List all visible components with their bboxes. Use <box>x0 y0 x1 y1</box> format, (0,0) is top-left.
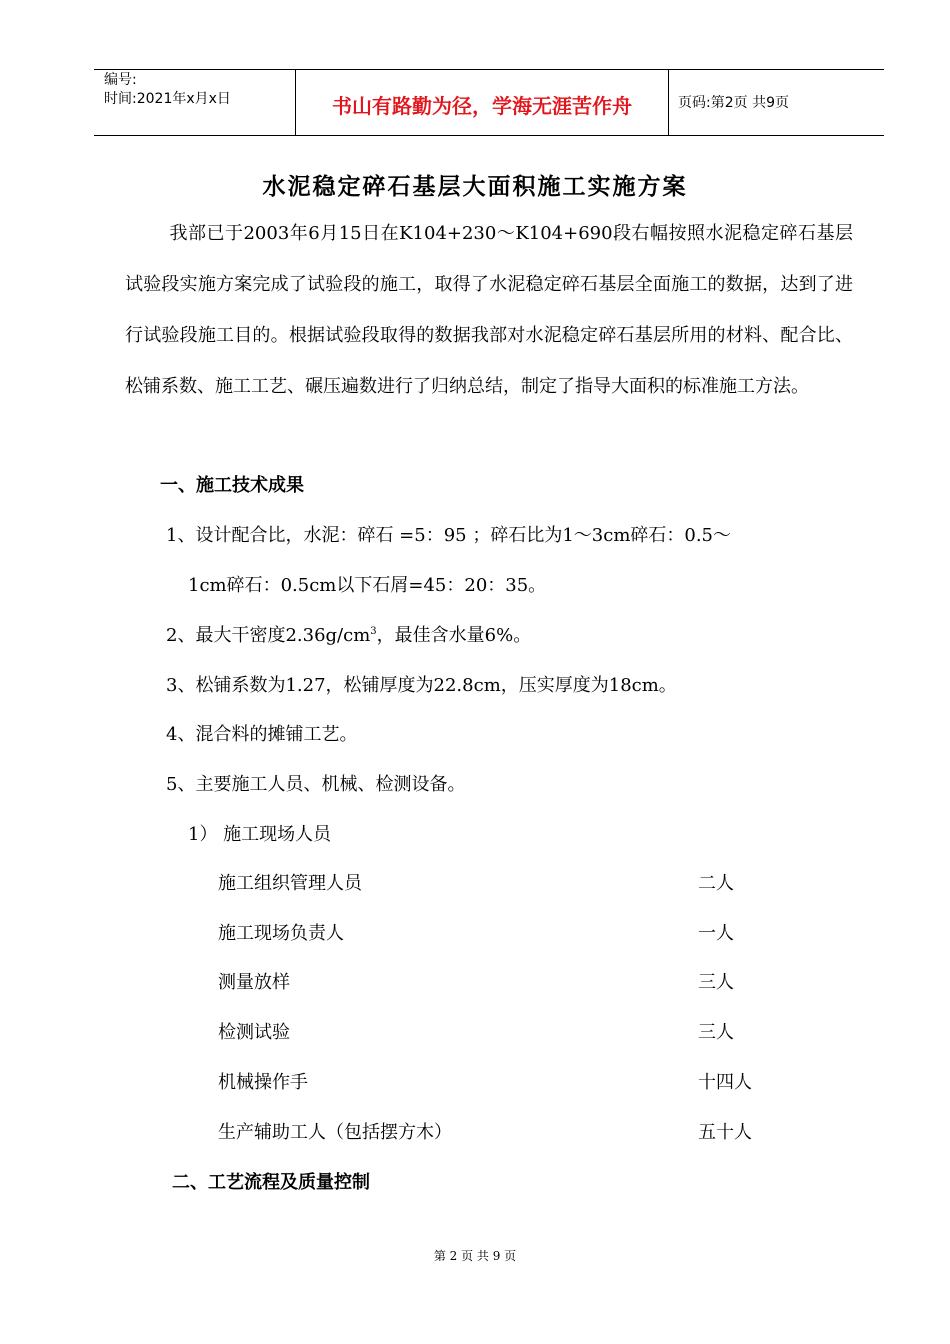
intro-text: 我部已于2003年6月15日在K104+230～K104+690段右幅按照水泥稳定碎石基层试验段实施方案完成了试验段的施工，取得了水泥稳定碎石基层全面施工的数据，达到了进行试验段施工目的。根据试验段取得的数据我部对水泥稳定碎石基层所用的材料、配合比、松铺系数、施工工艺、碾压遍数进行了归纳总结，制定了指导大面积的标准施工方法。 <box>125 223 853 397</box>
staff-role: 生产辅助工人（包括摆方木） <box>218 1122 452 1143</box>
staff-count: 十四人 <box>698 1072 752 1093</box>
staff-role: 施工现场负责人 <box>218 923 344 944</box>
subsection1-heading: 1） 施工现场人员 <box>188 824 332 845</box>
serial-number-label: 编号: <box>104 72 137 88</box>
document-title: 水泥稳定碎石基层大面积施工实施方案 <box>262 173 688 200</box>
item1-line1: 1、设计配合比，水泥：碎石 =5：95 ；碎石比为1～3cm碎石：0.5～ <box>166 525 732 546</box>
staff-count: 五十人 <box>698 1122 752 1143</box>
item4: 4、混合料的摊铺工艺。 <box>166 724 358 745</box>
item1-line2: 1cm碎石：0.5cm以下石屑=45：20：35。 <box>188 575 547 596</box>
staff-role: 机械操作手 <box>218 1072 308 1093</box>
item2-prefix: 2、最大干密度2.36g/cm <box>166 625 371 646</box>
staff-count: 三人 <box>698 972 734 993</box>
item3: 3、松铺系数为1.27，松铺厚度为22.8cm，压实厚度为18cm。 <box>166 675 677 696</box>
section2-heading: 二、工艺流程及质量控制 <box>172 1172 370 1193</box>
item2-suffix: ，最佳含水量6%。 <box>376 625 532 646</box>
header-motto: 书山有路勤为径，学海无涯苦作舟 <box>332 94 632 118</box>
staff-role: 检测试验 <box>218 1022 290 1043</box>
staff-count: 一人 <box>698 923 734 944</box>
intro-paragraph <box>125 208 853 412</box>
header-divider-right <box>668 69 669 136</box>
header-bottom-border <box>94 135 884 136</box>
item2-superscript: 3 <box>370 626 377 637</box>
staff-count: 二人 <box>698 873 734 894</box>
header-page-info: 页码:第2页 共9页 <box>678 95 789 111</box>
header-top-border <box>94 69 884 70</box>
page-footer: 第 2 页 共 9 页 <box>433 1249 517 1263</box>
staff-role: 施工组织管理人员 <box>218 873 362 894</box>
item5: 5、主要施工人员、机械、检测设备。 <box>166 774 466 795</box>
item2 <box>166 621 531 647</box>
time-label: 时间:2021年x月x日 <box>104 91 231 107</box>
section1-heading: 一、施工技术成果 <box>160 475 304 496</box>
staff-count: 三人 <box>698 1022 734 1043</box>
staff-role: 测量放样 <box>218 972 290 993</box>
